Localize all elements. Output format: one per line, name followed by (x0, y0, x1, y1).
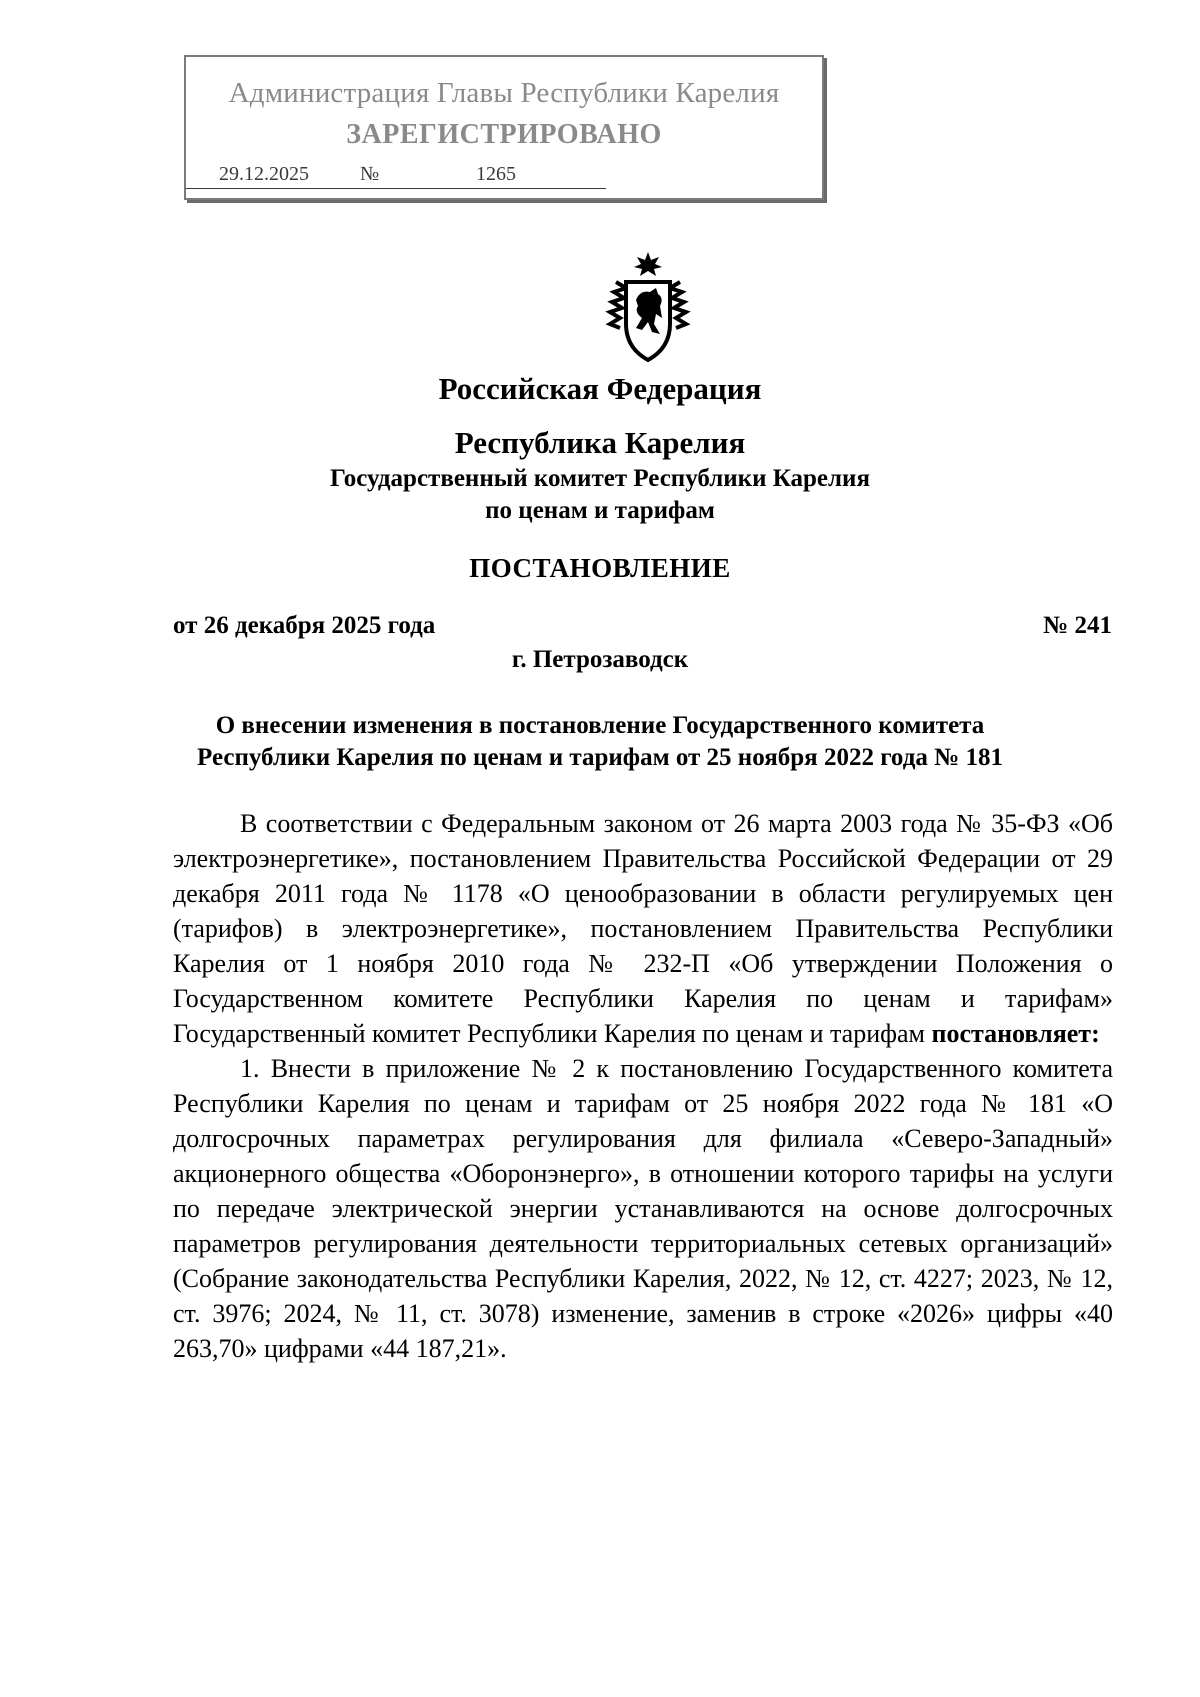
country-title: Российская Федерация (438, 371, 762, 406)
stamp-number-sign: № (360, 163, 380, 185)
document-number: № 241 (1043, 612, 1112, 639)
committee-title-line2: по ценам и тарифам (485, 497, 715, 524)
karelia-coat-of-arms-icon (604, 252, 692, 364)
document-subject-line1: О внесении изменения в постановление Государственного комитета (215, 712, 985, 739)
stamp-date: 29.12.2025 (219, 163, 309, 185)
committee-title-line1: Государственный комитет Республики Карелия (330, 465, 870, 492)
republic-title: Республика Карелия (454, 425, 746, 460)
preamble-resolution-word: постановляет: (931, 1019, 1100, 1048)
body-paragraph-item-1: 1. Внести в приложение № 2 к постановлению Государственного комитета Республики Карелия по ценам и тарифам от 25 ноября 2022 года № 181 «О долгосрочных параметрах регулирования для филиала «Северо-Западный» акционерного общества «Оборонэнерго», в отношении которого тарифы на услуги по передаче электрической энергии устанавливаются на основе долгосрочных параметров регулирования деятельности территориальных сетевых организаций» (Собрание законодательства Республики Карелия, 2022, № 12, ст. 4227; 2023, № 12, ст. 3976; 2024, № 11, ст. 3078) изменение, заменив в строке «2026» цифры «40 263,70» цифрами «44 187,21». (173, 1054, 1113, 1363)
document-date: от 26 декабря 2025 года (173, 612, 436, 639)
stamp-underline (186, 188, 606, 189)
stamp-administration: Администрация Главы Республики Карелия (228, 77, 780, 109)
registration-stamp (184, 55, 824, 200)
stamp-number: 1265 (476, 163, 516, 185)
document-body (173, 806, 1113, 1366)
stamp-registration-line (186, 163, 606, 191)
document-city: г. Петрозаводск (511, 646, 689, 673)
preamble-text: В соответствии с Федеральным законом от 26 марта 2003 года № 35-ФЗ «Об электроэнергетике», постановлением Правительства Российской Федерации от 29 декабря 2011 года № 1178 «О ценообразовании в области регулируемых цен (тарифов) в электроэнергетике», постановлением Правительства Республики Карелия от 1 ноября 2010 года № 232-П «Об утверждении Положения о Государственном комитете Республики Карелия по ценам и тарифам» Государственный комитет Республики Карелия по ценам и тарифам (173, 809, 1113, 1048)
stamp-registered: ЗАРЕГИСТРИРОВАНО (346, 119, 662, 150)
document-subject-line2: Республики Карелия по ценам и тарифам от 25 ноября 2022 года № 181 (197, 744, 1003, 771)
body-paragraph-preamble (173, 806, 1113, 1051)
document-type: ПОСТАНОВЛЕНИЕ (469, 553, 731, 583)
